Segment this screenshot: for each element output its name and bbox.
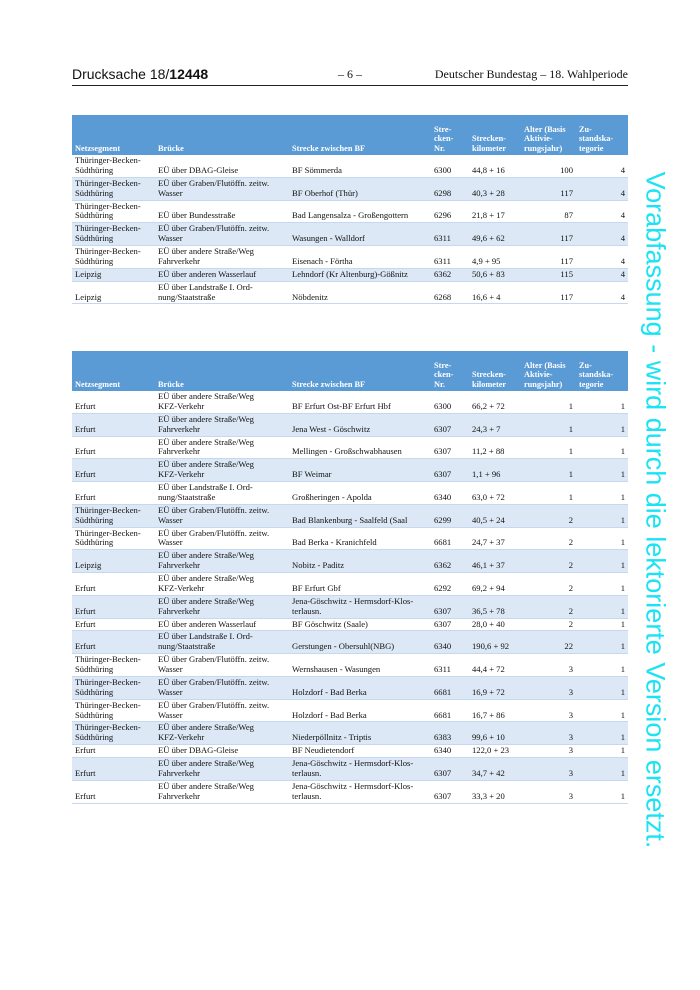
cell-streckenkilometer: 50,6 + 83 bbox=[469, 268, 521, 281]
cell-zustandskategorie: 1 bbox=[576, 436, 628, 459]
cell-alter: 2 bbox=[521, 527, 576, 550]
cell-streckenkilometer: 11,2 + 88 bbox=[469, 436, 521, 459]
cell-strecke: Lehndorf (Kr Altenburg)-Gößnitz bbox=[289, 268, 431, 281]
cell-zustandskategorie: 1 bbox=[576, 631, 628, 654]
cell-alter: 100 bbox=[521, 155, 576, 177]
cell-streckennr: 6298 bbox=[431, 177, 469, 200]
cell-streckennr: 6681 bbox=[431, 676, 469, 699]
cell-bruecke: EÜ über Landstraße I. Ord- nung/Staatstraße bbox=[155, 281, 289, 304]
cell-streckennr: 6311 bbox=[431, 654, 469, 677]
cell-alter: 117 bbox=[521, 281, 576, 304]
cell-netzsegment: Erfurt bbox=[72, 618, 155, 631]
table-header-row bbox=[72, 351, 628, 391]
cell-streckenkilometer: 16,7 + 86 bbox=[469, 699, 521, 722]
cell-netzsegment: Erfurt bbox=[72, 758, 155, 781]
cell-streckennr: 6307 bbox=[431, 413, 469, 436]
table-row bbox=[72, 504, 628, 527]
table-row bbox=[72, 436, 628, 459]
col-streckenkilometer: Strecken- kilometer bbox=[469, 115, 521, 155]
cell-strecke: Nobitz - Paditz bbox=[289, 550, 431, 573]
cell-strecke: BF Neudietendorf bbox=[289, 745, 431, 758]
cell-strecke: Jena-Göschwitz - Hermsdorf-Klos- terlausn. bbox=[289, 758, 431, 781]
cell-zustandskategorie: 4 bbox=[576, 155, 628, 177]
col-bruecke: Brücke bbox=[155, 115, 289, 155]
cell-bruecke: EÜ über Graben/Flutöffn. zeitw. Wasser bbox=[155, 177, 289, 200]
doc-number-bold: 12448 bbox=[169, 66, 209, 82]
cell-netzsegment: Thüringer-Becken- Südthüring bbox=[72, 155, 155, 177]
cell-streckenkilometer: 44,4 + 72 bbox=[469, 654, 521, 677]
table-row bbox=[72, 618, 628, 631]
cell-alter: 117 bbox=[521, 177, 576, 200]
cell-alter: 2 bbox=[521, 595, 576, 618]
cell-bruecke: EÜ über andere Straße/Weg KFZ-Verkehr bbox=[155, 459, 289, 482]
cell-netzsegment: Erfurt bbox=[72, 413, 155, 436]
cell-bruecke: EÜ über andere Straße/Weg Fahrverkehr bbox=[155, 436, 289, 459]
cell-bruecke: EÜ über Graben/Flutöffn. zeitw. Wasser bbox=[155, 676, 289, 699]
cell-streckennr: 6307 bbox=[431, 758, 469, 781]
cell-streckenkilometer: 16,6 + 4 bbox=[469, 281, 521, 304]
cell-streckennr: 6307 bbox=[431, 780, 469, 803]
table-row bbox=[72, 654, 628, 677]
cell-bruecke: EÜ über andere Straße/Weg Fahrverkehr bbox=[155, 595, 289, 618]
cell-strecke: Holzdorf - Bad Berka bbox=[289, 676, 431, 699]
cell-streckennr: 6300 bbox=[431, 391, 469, 413]
cell-alter: 117 bbox=[521, 223, 576, 246]
cell-strecke: Jena West - Göschwitz bbox=[289, 413, 431, 436]
cell-bruecke: EÜ über Bundesstraße bbox=[155, 200, 289, 223]
cell-streckenkilometer: 69,2 + 94 bbox=[469, 573, 521, 596]
col-strecke: Strecke zwischen BF bbox=[289, 115, 431, 155]
cell-strecke: BF Weimar bbox=[289, 459, 431, 482]
cell-bruecke: EÜ über andere Straße/Weg KFZ-Verkehr bbox=[155, 573, 289, 596]
cell-streckenkilometer: 40,3 + 28 bbox=[469, 177, 521, 200]
cell-zustandskategorie: 4 bbox=[576, 281, 628, 304]
cell-bruecke: EÜ über anderen Wasserlauf bbox=[155, 618, 289, 631]
cell-zustandskategorie: 1 bbox=[576, 758, 628, 781]
cell-streckenkilometer: 21,8 + 17 bbox=[469, 200, 521, 223]
col-netzsegment: Netzsegment bbox=[72, 351, 155, 391]
col-alter: Alter (Basis Aktivie- rungsjahr) bbox=[521, 115, 576, 155]
cell-zustandskategorie: 1 bbox=[576, 722, 628, 745]
table-row bbox=[72, 223, 628, 246]
bridge-table-2 bbox=[72, 351, 628, 804]
cell-netzsegment: Leipzig bbox=[72, 281, 155, 304]
table-row bbox=[72, 573, 628, 596]
cell-netzsegment: Thüringer-Becken- Südthüring bbox=[72, 200, 155, 223]
cell-streckennr: 6268 bbox=[431, 281, 469, 304]
cell-strecke: Jena-Göschwitz - Hermsdorf-Klos- terlausn. bbox=[289, 780, 431, 803]
cell-bruecke: EÜ über DBAG-Gleise bbox=[155, 155, 289, 177]
table-row bbox=[72, 595, 628, 618]
cell-netzsegment: Leipzig bbox=[72, 550, 155, 573]
cell-strecke: Holzdorf - Bad Berka bbox=[289, 699, 431, 722]
cell-strecke: Eisenach - Förtha bbox=[289, 246, 431, 269]
cell-bruecke: EÜ über andere Straße/Weg Fahrverkehr bbox=[155, 780, 289, 803]
cell-streckennr: 6307 bbox=[431, 618, 469, 631]
table-row bbox=[72, 281, 628, 304]
cell-streckenkilometer: 66,2 + 72 bbox=[469, 391, 521, 413]
cell-streckennr: 6292 bbox=[431, 573, 469, 596]
cell-streckennr: 6307 bbox=[431, 595, 469, 618]
cell-zustandskategorie: 1 bbox=[576, 413, 628, 436]
cell-bruecke: EÜ über Graben/Flutöffn. zeitw. Wasser bbox=[155, 699, 289, 722]
bridge-table-1 bbox=[72, 115, 628, 304]
table-row bbox=[72, 676, 628, 699]
cell-streckennr: 6307 bbox=[431, 459, 469, 482]
cell-zustandskategorie: 1 bbox=[576, 573, 628, 596]
cell-streckennr: 6300 bbox=[431, 155, 469, 177]
cell-netzsegment: Erfurt bbox=[72, 573, 155, 596]
cell-strecke: Wernshausen - Wasungen bbox=[289, 654, 431, 677]
cell-bruecke: EÜ über anderen Wasserlauf bbox=[155, 268, 289, 281]
cell-netzsegment: Thüringer-Becken- Südthüring bbox=[72, 676, 155, 699]
cell-streckenkilometer: 99,6 + 10 bbox=[469, 722, 521, 745]
cell-zustandskategorie: 1 bbox=[576, 459, 628, 482]
cell-strecke: BF Erfurt Gbf bbox=[289, 573, 431, 596]
cell-strecke: BF Erfurt Ost-BF Erfurt Hbf bbox=[289, 391, 431, 413]
cell-streckennr: 6383 bbox=[431, 722, 469, 745]
table-row bbox=[72, 413, 628, 436]
cell-alter: 3 bbox=[521, 780, 576, 803]
cell-zustandskategorie: 1 bbox=[576, 595, 628, 618]
cell-zustandskategorie: 1 bbox=[576, 527, 628, 550]
cell-zustandskategorie: 1 bbox=[576, 504, 628, 527]
cell-streckenkilometer: 16,9 + 72 bbox=[469, 676, 521, 699]
cell-netzsegment: Leipzig bbox=[72, 268, 155, 281]
cell-bruecke: EÜ über Graben/Flutöffn. zeitw. Wasser bbox=[155, 654, 289, 677]
cell-bruecke: EÜ über Graben/Flutöffn. zeitw. Wasser bbox=[155, 223, 289, 246]
cell-streckennr: 6362 bbox=[431, 268, 469, 281]
cell-zustandskategorie: 1 bbox=[576, 676, 628, 699]
table-row bbox=[72, 699, 628, 722]
cell-netzsegment: Thüringer-Becken- Südthüring bbox=[72, 699, 155, 722]
col-alter: Alter (Basis Aktivie- rungsjahr) bbox=[521, 351, 576, 391]
cell-streckennr: 6681 bbox=[431, 527, 469, 550]
table-row bbox=[72, 459, 628, 482]
cell-streckennr: 6311 bbox=[431, 246, 469, 269]
cell-streckenkilometer: 63,0 + 72 bbox=[469, 482, 521, 505]
cell-streckenkilometer: 24,3 + 7 bbox=[469, 413, 521, 436]
cell-streckennr: 6362 bbox=[431, 550, 469, 573]
page-number: – 6 – bbox=[338, 67, 362, 81]
cell-bruecke: EÜ über andere Straße/Weg Fahrverkehr bbox=[155, 413, 289, 436]
cell-strecke: BF Oberhof (Thür) bbox=[289, 177, 431, 200]
table-row bbox=[72, 268, 628, 281]
cell-alter: 117 bbox=[521, 246, 576, 269]
table-row bbox=[72, 550, 628, 573]
cell-bruecke: EÜ über DBAG-Gleise bbox=[155, 745, 289, 758]
cell-streckennr: 6681 bbox=[431, 699, 469, 722]
table-row bbox=[72, 631, 628, 654]
cell-strecke: BF Sömmerda bbox=[289, 155, 431, 177]
cell-alter: 3 bbox=[521, 745, 576, 758]
cell-alter: 3 bbox=[521, 758, 576, 781]
cell-netzsegment: Thüringer-Becken- Südthüring bbox=[72, 177, 155, 200]
table-row bbox=[72, 200, 628, 223]
col-strecke: Strecke zwischen BF bbox=[289, 351, 431, 391]
col-zustandskategorie: Zu- standska- tegorie bbox=[576, 115, 628, 155]
cell-netzsegment: Erfurt bbox=[72, 391, 155, 413]
cell-strecke: Jena-Göschwitz - Hermsdorf-Klos- terlausn. bbox=[289, 595, 431, 618]
cell-bruecke: EÜ über Graben/Flutöffn. zeitw. Wasser bbox=[155, 527, 289, 550]
cell-alter: 3 bbox=[521, 699, 576, 722]
col-streckennr: Stre- cken- Nr. bbox=[431, 351, 469, 391]
table-row bbox=[72, 758, 628, 781]
table-row bbox=[72, 527, 628, 550]
cell-strecke: BF Göschwitz (Saale) bbox=[289, 618, 431, 631]
cell-bruecke: EÜ über andere Straße/Weg KFZ-Verkehr bbox=[155, 722, 289, 745]
cell-streckenkilometer: 28,0 + 40 bbox=[469, 618, 521, 631]
cell-strecke: Gerstungen - Obersuhl(NBG) bbox=[289, 631, 431, 654]
cell-strecke: Wasungen - Walldorf bbox=[289, 223, 431, 246]
cell-zustandskategorie: 4 bbox=[576, 223, 628, 246]
cell-streckenkilometer: 24,7 + 37 bbox=[469, 527, 521, 550]
cell-strecke: Mellingen - Großschwabhausen bbox=[289, 436, 431, 459]
cell-alter: 3 bbox=[521, 676, 576, 699]
cell-netzsegment: Erfurt bbox=[72, 631, 155, 654]
cell-alter: 22 bbox=[521, 631, 576, 654]
cell-netzsegment: Erfurt bbox=[72, 595, 155, 618]
cell-streckenkilometer: 36,5 + 78 bbox=[469, 595, 521, 618]
cell-streckennr: 6340 bbox=[431, 631, 469, 654]
cell-zustandskategorie: 4 bbox=[576, 177, 628, 200]
doc-number-prefix: 18/ bbox=[149, 66, 170, 82]
cell-netzsegment: Thüringer-Becken- Südthüring bbox=[72, 504, 155, 527]
cell-strecke: Bad Blankenburg - Saalfeld (Saal bbox=[289, 504, 431, 527]
table-row bbox=[72, 482, 628, 505]
cell-alter: 1 bbox=[521, 436, 576, 459]
cell-netzsegment: Thüringer-Becken- Südthüring bbox=[72, 223, 155, 246]
cell-alter: 1 bbox=[521, 391, 576, 413]
cell-streckennr: 6311 bbox=[431, 223, 469, 246]
cell-bruecke: EÜ über andere Straße/Weg Fahrverkehr bbox=[155, 758, 289, 781]
cell-strecke: Bad Langensalza - Großengottern bbox=[289, 200, 431, 223]
page-header bbox=[72, 66, 628, 86]
cell-streckenkilometer: 46,1 + 37 bbox=[469, 550, 521, 573]
cell-strecke: Nöbdenitz bbox=[289, 281, 431, 304]
cell-streckennr: 6299 bbox=[431, 504, 469, 527]
cell-netzsegment: Thüringer-Becken- Südthüring bbox=[72, 722, 155, 745]
cell-zustandskategorie: 4 bbox=[576, 268, 628, 281]
cell-streckenkilometer: 190,6 + 92 bbox=[469, 631, 521, 654]
cell-alter: 3 bbox=[521, 654, 576, 677]
cell-alter: 115 bbox=[521, 268, 576, 281]
table-row bbox=[72, 155, 628, 177]
cell-streckennr: 6296 bbox=[431, 200, 469, 223]
cell-bruecke: EÜ über Landstraße I. Ord- nung/Staatstraße bbox=[155, 482, 289, 505]
cell-zustandskategorie: 1 bbox=[576, 745, 628, 758]
cell-netzsegment: Thüringer-Becken- Südthüring bbox=[72, 654, 155, 677]
cell-bruecke: EÜ über andere Straße/Weg Fahrverkehr bbox=[155, 246, 289, 269]
cell-netzsegment: Thüringer-Becken- Südthüring bbox=[72, 246, 155, 269]
cell-alter: 2 bbox=[521, 550, 576, 573]
cell-bruecke: EÜ über Graben/Flutöffn. zeitw. Wasser bbox=[155, 504, 289, 527]
cell-strecke: Großheringen - Apolda bbox=[289, 482, 431, 505]
cell-alter: 2 bbox=[521, 504, 576, 527]
cell-zustandskategorie: 1 bbox=[576, 780, 628, 803]
cell-zustandskategorie: 4 bbox=[576, 246, 628, 269]
cell-zustandskategorie: 1 bbox=[576, 654, 628, 677]
cell-streckennr: 6340 bbox=[431, 745, 469, 758]
cell-alter: 1 bbox=[521, 482, 576, 505]
cell-alter: 2 bbox=[521, 573, 576, 596]
table-row bbox=[72, 780, 628, 803]
cell-netzsegment: Erfurt bbox=[72, 780, 155, 803]
cell-streckenkilometer: 1,1 + 96 bbox=[469, 459, 521, 482]
col-netzsegment: Netzsegment bbox=[72, 115, 155, 155]
cell-alter: 1 bbox=[521, 459, 576, 482]
cell-alter: 3 bbox=[521, 722, 576, 745]
cell-netzsegment: Erfurt bbox=[72, 436, 155, 459]
cell-streckenkilometer: 40,5 + 24 bbox=[469, 504, 521, 527]
cell-bruecke: EÜ über Landstraße I. Ord- nung/Staatstraße bbox=[155, 631, 289, 654]
parliament-period: Deutscher Bundestag – 18. Wahlperiode bbox=[434, 67, 628, 81]
table-row bbox=[72, 722, 628, 745]
cell-zustandskategorie: 1 bbox=[576, 391, 628, 413]
table-header-row bbox=[72, 115, 628, 155]
col-streckenkilometer: Strecken- kilometer bbox=[469, 351, 521, 391]
cell-streckenkilometer: 33,3 + 20 bbox=[469, 780, 521, 803]
cell-bruecke: EÜ über andere Straße/Weg KFZ-Verkehr bbox=[155, 391, 289, 413]
cell-streckenkilometer: 4,9 + 95 bbox=[469, 246, 521, 269]
draft-watermark bbox=[625, 120, 685, 900]
cell-zustandskategorie: 1 bbox=[576, 618, 628, 631]
table-row bbox=[72, 745, 628, 758]
table-row bbox=[72, 246, 628, 269]
cell-strecke: Bad Berka - Kranichfeld bbox=[289, 527, 431, 550]
cell-netzsegment: Erfurt bbox=[72, 482, 155, 505]
cell-netzsegment: Erfurt bbox=[72, 745, 155, 758]
cell-streckennr: 6307 bbox=[431, 436, 469, 459]
table-row bbox=[72, 391, 628, 413]
cell-netzsegment: Erfurt bbox=[72, 459, 155, 482]
cell-streckennr: 6340 bbox=[431, 482, 469, 505]
header-rule bbox=[72, 85, 628, 86]
table-row bbox=[72, 177, 628, 200]
cell-strecke: Niederpöllnitz - Triptis bbox=[289, 722, 431, 745]
cell-netzsegment: Thüringer-Becken- Südthüring bbox=[72, 527, 155, 550]
watermark-text: Vorabfassung - wird durch die lektorierte Version ersetzt. bbox=[640, 171, 671, 849]
cell-zustandskategorie: 1 bbox=[576, 699, 628, 722]
col-streckennr: Stre- cken- Nr. bbox=[431, 115, 469, 155]
cell-alter: 87 bbox=[521, 200, 576, 223]
cell-streckenkilometer: 44,8 + 16 bbox=[469, 155, 521, 177]
cell-bruecke: EÜ über andere Straße/Weg Fahrverkehr bbox=[155, 550, 289, 573]
cell-streckenkilometer: 34,7 + 42 bbox=[469, 758, 521, 781]
cell-zustandskategorie: 1 bbox=[576, 550, 628, 573]
cell-streckenkilometer: 49,6 + 62 bbox=[469, 223, 521, 246]
cell-alter: 2 bbox=[521, 618, 576, 631]
cell-zustandskategorie: 1 bbox=[576, 482, 628, 505]
cell-zustandskategorie: 4 bbox=[576, 200, 628, 223]
doc-type-label: Drucksache bbox=[72, 66, 146, 82]
cell-streckenkilometer: 122,0 + 23 bbox=[469, 745, 521, 758]
col-bruecke: Brücke bbox=[155, 351, 289, 391]
col-zustandskategorie: Zu- standska- tegorie bbox=[576, 351, 628, 391]
cell-alter: 1 bbox=[521, 413, 576, 436]
